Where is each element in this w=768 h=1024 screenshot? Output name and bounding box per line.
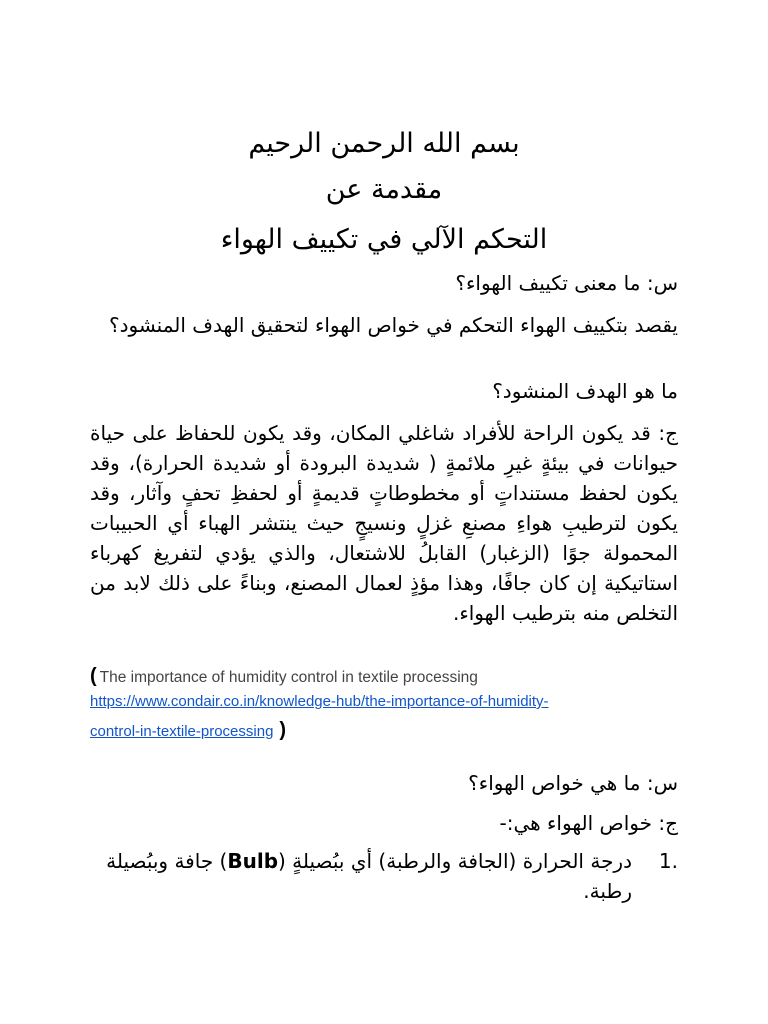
question-properties: س: ما هي خواص الهواء؟	[468, 771, 678, 795]
reference-link-line2: control-in-textile-processing	[90, 723, 274, 740]
reference-link[interactable]	[90, 693, 549, 740]
answer-definition: يقصد بتكييف الهواء التحكم في خواص الهواء لتحقيق الهدف المنشود؟	[108, 313, 678, 337]
list-item-number: 1.	[658, 849, 678, 873]
intro-heading: مقدمة عن	[325, 174, 443, 205]
reference-title-line	[90, 664, 690, 690]
list-item	[100, 846, 678, 906]
topic-heading: التحكم الآلي في تكييف الهواء	[220, 224, 548, 255]
reference-link-block	[90, 688, 690, 746]
reference-link-line1: https://www.condair.co.in/knowledge-hub/the-importance-of-humidity-	[90, 693, 549, 710]
basmala-heading: بسم الله الرحمن الرحيم	[248, 128, 520, 159]
question-definition: س: ما معنى تكييف الهواء؟	[455, 271, 678, 295]
answer-properties-intro: ج: خواص الهواء هي:-	[499, 811, 678, 835]
question-goal: ما هو الهدف المنشود؟	[492, 379, 678, 403]
reference-title: The importance of humidity control in textile processing	[99, 669, 478, 686]
reference-open-paren: (	[90, 665, 97, 687]
reference-close-paren: )	[279, 719, 287, 741]
list-item-text	[100, 846, 632, 906]
answer-goal: ج: قد يكون الراحة للأفراد شاغلي المكان، وقد يكون للحفاظ على حياة حيوانات في بيئةٍ غيرِ ملائمةٍ ( شديدة البرودة أو شديدة الحرارة)، وقد يكون لحفظ مستنداتٍ أو مخطوطاتٍ قديمةٍ أو لحفظِ تحفٍ وآثار، وقد يكون لترطيبِ هواءِ مصنعِ غزلٍ ونسيجٍ حيث ينتشر الهباء أي الحبيبات المحمولة جوًا (الزغبار) القابلُ للاشتعال، والذي يؤدي لتفريغ كهرباء استاتيكية إن كان جافًا، وهذا مؤذٍ لعمال المصنع، وبناءً على ذلك لابد من التخلص منه بترطيب الهواء.	[90, 421, 678, 625]
list-item-text-after: ) جافة وببُصيلة رطبة.	[106, 849, 632, 903]
list-item-text-before: درجة الحرارة (الجافة والرطبة) أي ببُصيلةٍ (	[278, 849, 632, 873]
properties-list	[100, 846, 678, 906]
list-item-bold-term: Bulb	[227, 849, 279, 873]
